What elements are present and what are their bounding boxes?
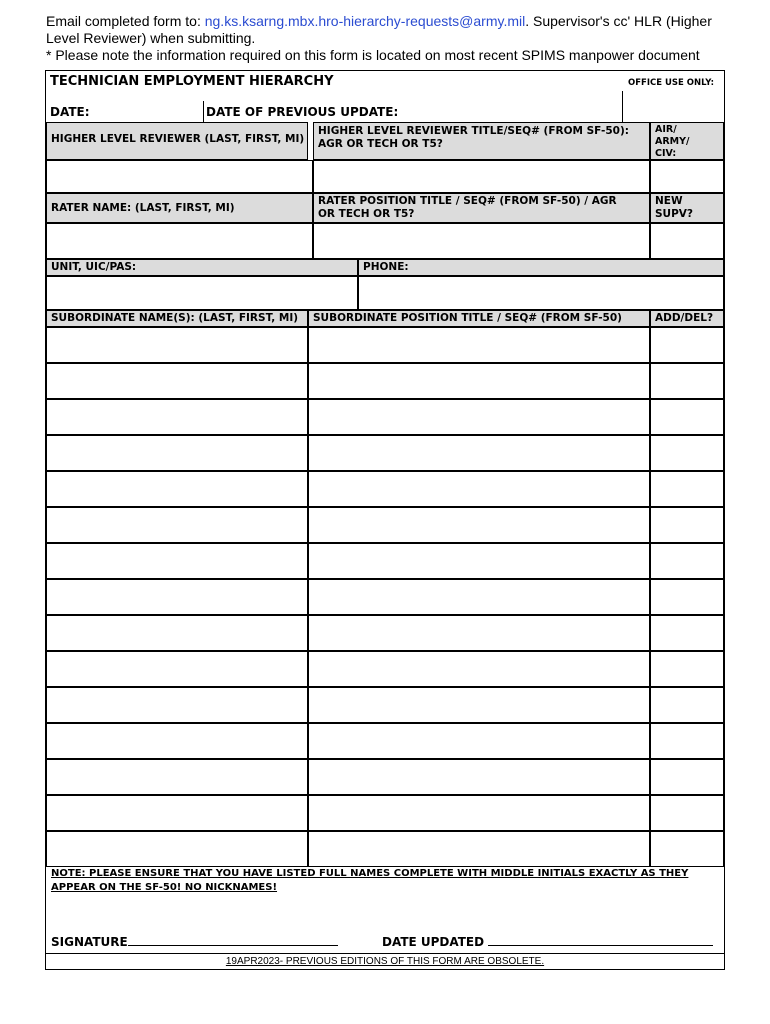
sub-title-cell[interactable] bbox=[308, 543, 650, 579]
table-row bbox=[46, 543, 724, 579]
new-supv-field[interactable] bbox=[650, 223, 724, 259]
sub-add-del-cell[interactable] bbox=[650, 579, 724, 615]
sub-add-del-cell[interactable] bbox=[650, 831, 724, 867]
sub-name-cell[interactable] bbox=[46, 687, 308, 723]
sub-add-del-cell[interactable] bbox=[650, 759, 724, 795]
sub-title-label: SUBORDINATE POSITION TITLE / SEQ# (FROM SF-50) bbox=[313, 312, 622, 324]
sub-title-cell[interactable] bbox=[308, 795, 650, 831]
unit-label: UNIT, UIC/PAS: bbox=[51, 261, 137, 273]
table-row bbox=[46, 579, 724, 615]
date-divider bbox=[203, 101, 204, 123]
table-row bbox=[46, 651, 724, 687]
phone-header bbox=[358, 259, 724, 276]
air-army-civ-label: AIR/ ARMY/ CIV: bbox=[655, 124, 690, 159]
table-row bbox=[46, 687, 724, 723]
sub-title-cell[interactable] bbox=[308, 759, 650, 795]
sub-add-del-cell[interactable] bbox=[650, 327, 724, 363]
sub-title-cell[interactable] bbox=[308, 435, 650, 471]
sub-title-cell[interactable] bbox=[308, 327, 650, 363]
rater-name-header bbox=[46, 193, 313, 223]
sub-add-del-cell[interactable] bbox=[650, 399, 724, 435]
hlr-title-field[interactable] bbox=[313, 160, 650, 193]
sub-add-del-cell[interactable] bbox=[650, 471, 724, 507]
sub-title-cell[interactable] bbox=[308, 615, 650, 651]
sub-name-cell[interactable] bbox=[46, 543, 308, 579]
sub-name-cell[interactable] bbox=[46, 363, 308, 399]
table-row bbox=[46, 471, 724, 507]
sub-add-del-cell[interactable] bbox=[650, 615, 724, 651]
sub-title-cell[interactable] bbox=[308, 651, 650, 687]
date-updated-block bbox=[382, 935, 713, 949]
office-use-divider bbox=[622, 91, 623, 123]
table-row bbox=[46, 795, 724, 831]
intro-note: * Please note the information required on this form is located on most recent SPIMS manpower document bbox=[46, 47, 700, 63]
signature-line[interactable] bbox=[128, 945, 338, 946]
sub-name-cell[interactable] bbox=[46, 399, 308, 435]
sub-title-header bbox=[308, 310, 650, 327]
hierarchy-form bbox=[45, 70, 725, 970]
sub-add-del-cell[interactable] bbox=[650, 651, 724, 687]
table-row bbox=[46, 327, 724, 363]
table-row bbox=[46, 723, 724, 759]
sub-name-cell[interactable] bbox=[46, 327, 308, 363]
sub-add-del-cell[interactable] bbox=[650, 363, 724, 399]
table-row bbox=[46, 435, 724, 471]
rater-title-label: RATER POSITION TITLE / SEQ# (FROM SF-50) / AGR OR TECH OR T5? bbox=[318, 195, 617, 220]
sub-title-cell[interactable] bbox=[308, 507, 650, 543]
rater-name-label: RATER NAME: (LAST, FIRST, MI) bbox=[51, 202, 235, 214]
form-title: TECHNICIAN EMPLOYMENT HIERARCHY bbox=[50, 74, 334, 89]
sub-name-cell[interactable] bbox=[46, 723, 308, 759]
new-supv-header bbox=[650, 193, 724, 223]
sub-title-cell[interactable] bbox=[308, 471, 650, 507]
sub-title-cell[interactable] bbox=[308, 399, 650, 435]
intro-text bbox=[46, 13, 746, 64]
sub-add-del-cell[interactable] bbox=[650, 543, 724, 579]
sub-title-cell[interactable] bbox=[308, 579, 650, 615]
hlr-title-header bbox=[313, 122, 650, 160]
email-link[interactable]: ng.ks.ksarng.mbx.hro-hierarchy-requests@army.mil bbox=[204, 13, 526, 29]
air-army-civ-field[interactable] bbox=[650, 160, 724, 193]
hlr-name-label: HIGHER LEVEL REVIEWER (LAST, FIRST, MI) bbox=[51, 133, 305, 145]
date-updated-line[interactable] bbox=[488, 945, 713, 946]
sub-name-cell[interactable] bbox=[46, 471, 308, 507]
intro-prefix: Email completed form to: bbox=[46, 13, 205, 29]
sub-title-cell[interactable] bbox=[308, 831, 650, 867]
signature-block bbox=[51, 935, 338, 949]
sub-name-cell[interactable] bbox=[46, 615, 308, 651]
table-row bbox=[46, 363, 724, 399]
table-row bbox=[46, 831, 724, 867]
sub-name-cell[interactable] bbox=[46, 831, 308, 867]
unit-field[interactable] bbox=[46, 276, 358, 310]
table-row bbox=[46, 759, 724, 795]
add-del-header bbox=[650, 310, 724, 327]
prev-update-label: DATE OF PREVIOUS UPDATE: bbox=[206, 105, 399, 119]
sub-add-del-cell[interactable] bbox=[650, 795, 724, 831]
table-row bbox=[46, 615, 724, 651]
sub-name-cell[interactable] bbox=[46, 579, 308, 615]
phone-field[interactable] bbox=[358, 276, 724, 310]
sub-add-del-cell[interactable] bbox=[650, 435, 724, 471]
phone-label: PHONE: bbox=[363, 261, 409, 273]
note-text: NOTE: PLEASE ENSURE THAT YOU HAVE LISTED FULL NAMES COMPLETE WITH MIDDLE INITIALS EXACTLY AS THEY APPEAR ON THE SF-50! NO NICKNAMES! bbox=[51, 868, 689, 893]
sub-add-del-cell[interactable] bbox=[650, 507, 724, 543]
sub-title-cell[interactable] bbox=[308, 363, 650, 399]
hlr-name-field[interactable] bbox=[46, 160, 313, 193]
sub-name-header bbox=[46, 310, 308, 327]
date-updated-label: DATE UPDATED bbox=[382, 935, 485, 949]
rater-title-header bbox=[313, 193, 650, 223]
sub-name-cell[interactable] bbox=[46, 759, 308, 795]
table-row bbox=[46, 507, 724, 543]
hlr-title-label: HIGHER LEVEL REVIEWER TITLE/SEQ# (FROM SF-50): AGR OR TECH OR T5? bbox=[318, 125, 629, 150]
table-row bbox=[46, 399, 724, 435]
sub-add-del-cell[interactable] bbox=[650, 723, 724, 759]
sub-title-cell[interactable] bbox=[308, 687, 650, 723]
office-use-label: OFFICE USE ONLY: bbox=[628, 78, 715, 88]
form-footer: 19APR2023- PREVIOUS EDITIONS OF THIS FORM ARE OBSOLETE. bbox=[46, 953, 724, 970]
add-del-label: ADD/DEL? bbox=[655, 312, 714, 324]
sub-name-cell[interactable] bbox=[46, 651, 308, 687]
sub-title-cell[interactable] bbox=[308, 723, 650, 759]
date-label: DATE: bbox=[50, 105, 90, 119]
sub-name-cell[interactable] bbox=[46, 507, 308, 543]
hlr-name-header bbox=[46, 122, 308, 160]
new-supv-label: NEW SUPV? bbox=[655, 195, 694, 220]
air-army-civ-header bbox=[650, 122, 724, 160]
unit-header bbox=[46, 259, 358, 276]
rater-name-field[interactable] bbox=[46, 223, 313, 259]
intro-suffix: . Supervisor's cc' HLR (Higher Level Reviewer) when submitting. bbox=[46, 13, 712, 46]
signature-label: SIGNATURE bbox=[51, 935, 128, 949]
sub-add-del-cell[interactable] bbox=[650, 687, 724, 723]
sub-name-cell[interactable] bbox=[46, 795, 308, 831]
sub-name-label: SUBORDINATE NAME(S): (LAST, FIRST, MI) bbox=[51, 312, 299, 324]
sub-name-cell[interactable] bbox=[46, 435, 308, 471]
rater-title-field[interactable] bbox=[313, 223, 650, 259]
